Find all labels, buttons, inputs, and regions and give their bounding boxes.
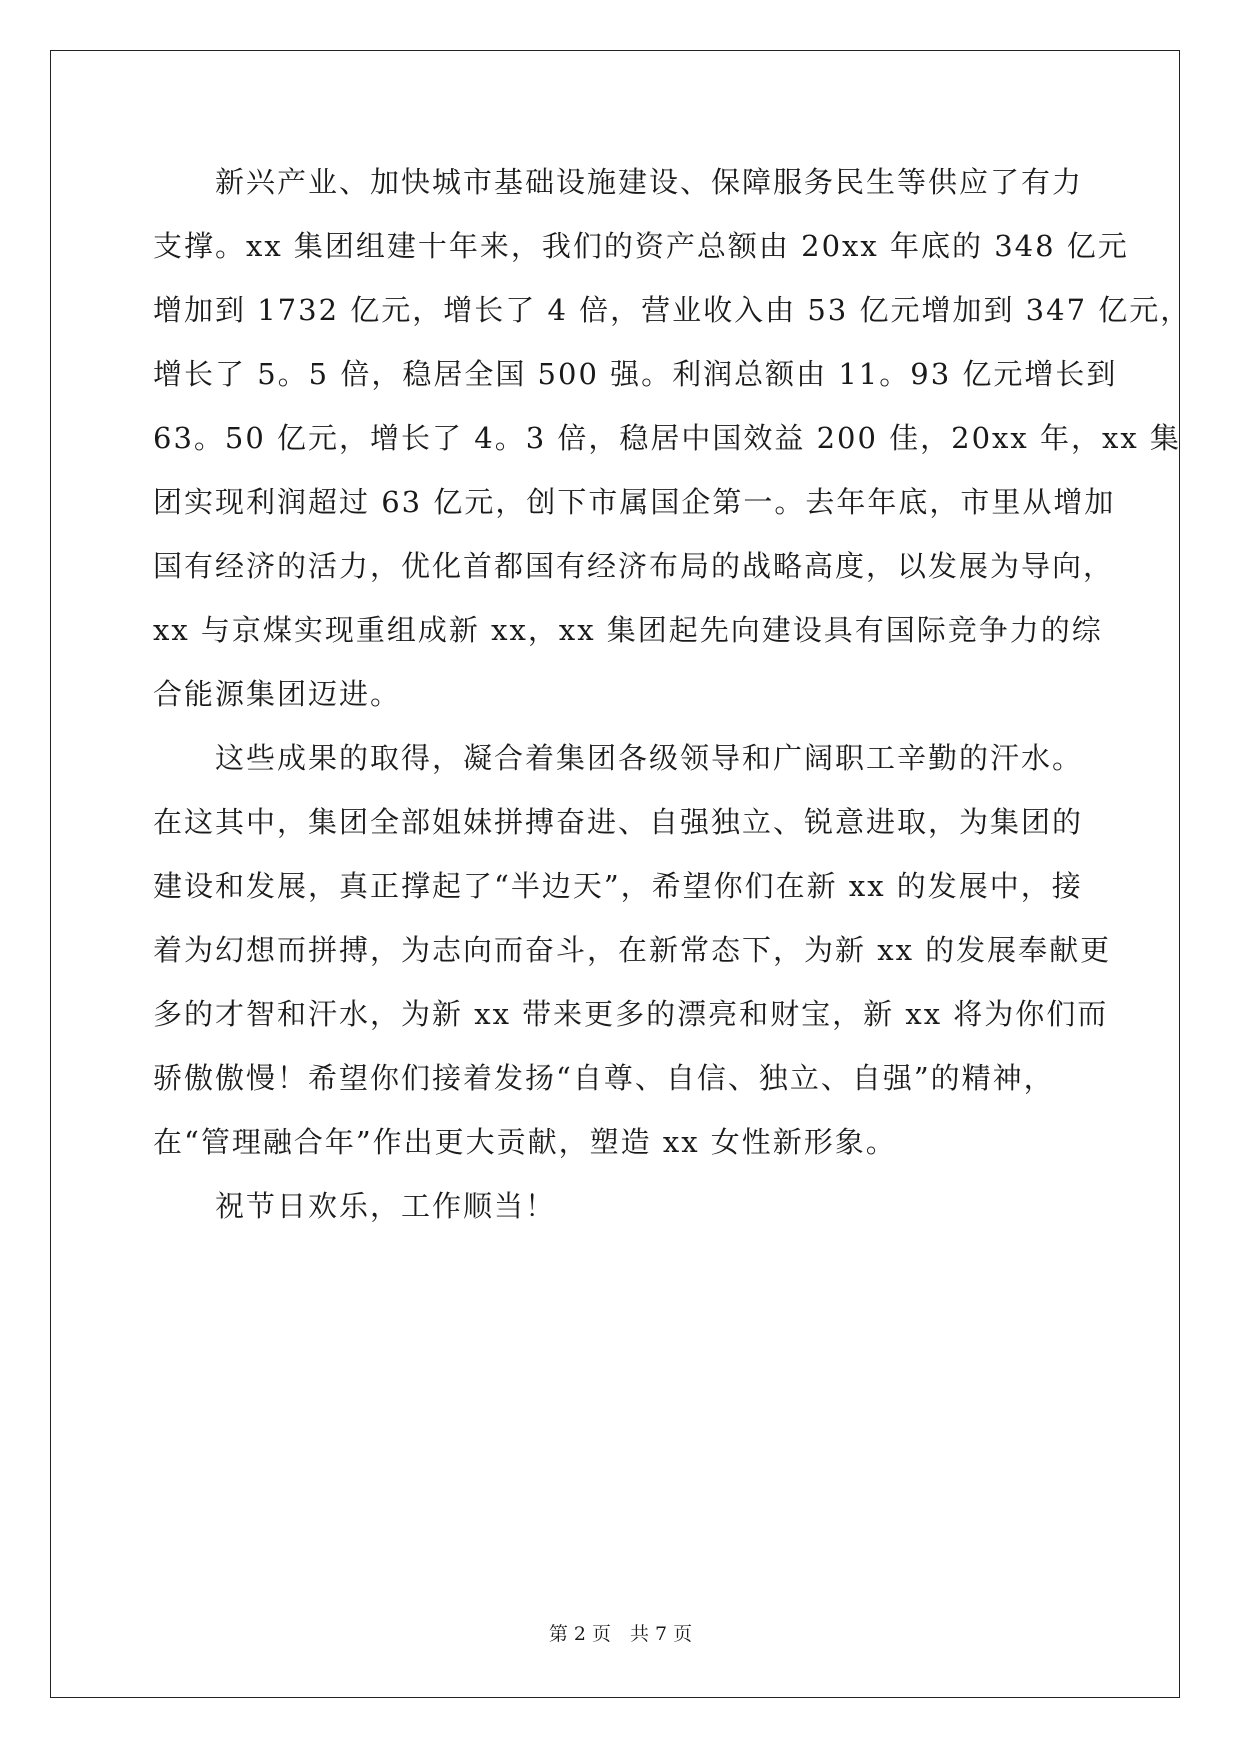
text-line: xx 与京煤实现重组成新 xx，xx 集团起先向建设具有国际竞争力的综	[153, 613, 1103, 647]
text-line: 合能源集团迈进。	[153, 677, 402, 711]
text-line: 在“管理融合年”作出更大贡献，塑造 xx 女性新形象。	[153, 1125, 897, 1159]
text-line: 增加到 1732 亿元，增长了 4 倍，营业收入由 53 亿元增加到 347 亿元，	[153, 293, 1192, 327]
text-line: 骄傲傲慢！希望你们接着发扬“自尊、自信、独立、自强”的精神，	[153, 1061, 1055, 1095]
text-line: 多的才智和汗水，为新 xx 带来更多的漂亮和财宝，新 xx 将为你们而	[153, 997, 1109, 1031]
text-line: 在这其中，集团全部姐妹拼搏奋进、自强独立、锐意进取，为集团的	[153, 805, 1084, 839]
text-line: 支撑。xx 集团组建十年来，我们的资产总额由 20xx 年底的 348 亿元	[153, 229, 1129, 263]
text-line: 祝节日欢乐，工作顺当！	[153, 1189, 557, 1223]
text-line: 团实现利润超过 63 亿元，创下市属国企第一。去年年底，市里从增加	[153, 485, 1116, 519]
text-line: 建设和发展，真正撑起了“半边天”，希望你们在新 xx 的发展中，接	[153, 869, 1083, 903]
text-line: 国有经济的活力，优化首都国有经济布局的战略高度，以发展为导向，	[153, 549, 1115, 583]
text-line: 这些成果的取得，凝合着集团各级领导和广阔职工辛勤的汗水。	[153, 741, 1084, 775]
text-line: 新兴产业、加快城市基础设施建设、保障服务民生等供应了有力	[153, 165, 1084, 199]
text-line: 63。50 亿元，增长了 4。3 倍，稳居中国效益 200 佳，20xx 年，xx 集	[153, 421, 1181, 455]
text-line: 着为幻想而拼搏，为志向而奋斗，在新常态下，为新 xx 的发展奉献更	[153, 933, 1112, 967]
page-number-footer: 第 2 页 共 7 页	[548, 1623, 693, 1645]
text-line: 增长了 5。5 倍，稳居全国 500 强。利润总额由 11。93 亿元增长到	[153, 357, 1118, 391]
